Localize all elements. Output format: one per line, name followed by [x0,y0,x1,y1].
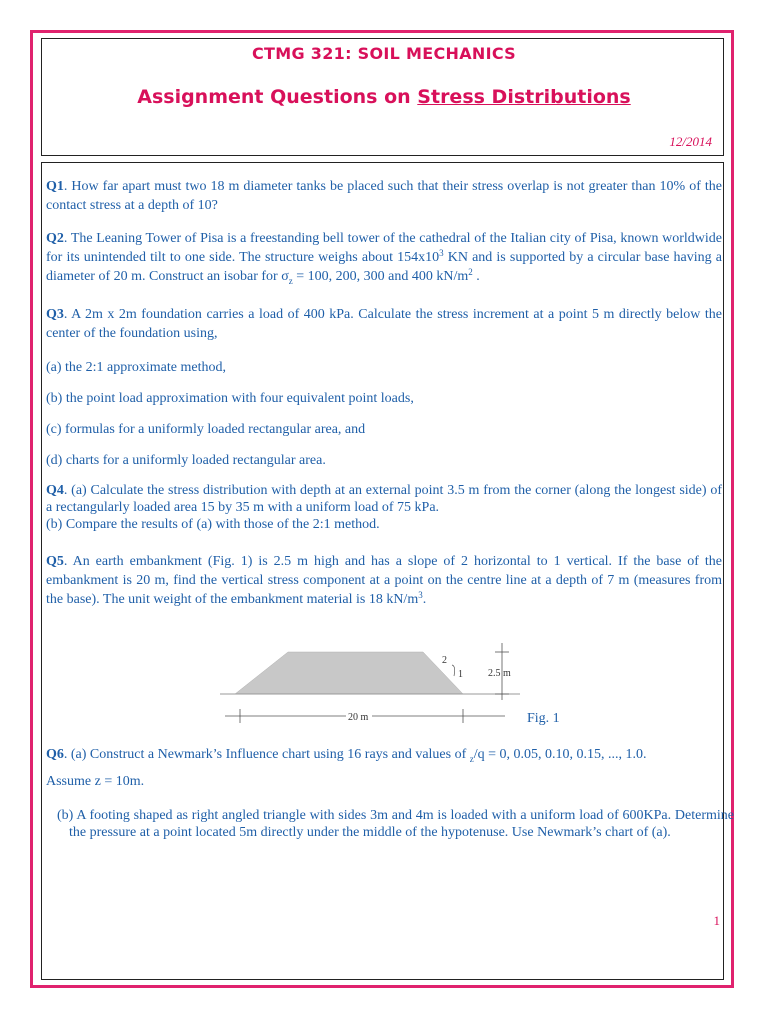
question-text: . (a) Construct a Newmark’s Influence chart using 16 rays and values of [63,747,470,762]
question-3-part-c: (c) formulas for a uniformly loaded rectangular area, and [46,422,366,437]
question-6-assumption: Assume z = 10m. [46,774,145,789]
question-text: (b) Compare the results of (a) with those of the 2:1 method. [46,517,380,532]
question-3-part-d: (d) charts for a uniformly loaded rectangular area. [46,453,326,468]
question-3-part-a: (a) the 2:1 approximate method, [46,360,226,375]
question-label: Q2 [46,231,64,246]
assignment-title-topic: Stress Distributions [417,86,631,108]
page-number: 1 [713,913,720,928]
question-3-part-b: (b) the point load approximation with four equivalent point loads, [46,391,414,406]
superscript: 3 [439,248,444,258]
question-label: Q6 [46,747,64,762]
question-label: Q1 [46,179,64,194]
question-text: = 100, 200, 300 and 400 kN/m [292,269,469,284]
figure-caption: Fig. 1 [527,711,560,726]
question-text: . How far apart must two 18 m diameter tanks be placed such that their stress overlap is not greater than 10% of the contact stress at a depth of 10? [46,179,722,213]
assignment-title [0,86,768,108]
slope-bracket [452,665,455,676]
superscript: 2 [468,267,473,277]
question-text: KN and is supported by a circular base having a diameter of 20 m. Construct an isobar for σ [46,250,722,284]
question-text: /q = 0, 0.05, 0.10, 0.15, ..., 1.0. [473,747,647,762]
question-label: Q5 [46,554,64,569]
question-text: . (a) Calculate the stress distribution with depth at an external point 3.5 m from the corner (along the longest side) of a rectangularly loaded area 15 by 35 m with a uniform load of 75 kPa. [46,483,722,515]
slope-vertical-label: 1 [458,669,463,680]
question-text: . [422,592,427,607]
question-3 [46,305,722,343]
question-text: . A 2m x 2m foundation carries a load of 400 kPa. Calculate the stress increment at a point 5 m directly below the center of the foundation using, [46,307,722,341]
date: 12/2014 [669,134,712,149]
course-title: CTMG 321: SOIL MECHANICS [252,44,516,63]
question-2 [46,229,722,291]
embankment-shape [235,652,463,694]
question-1 [46,177,722,215]
question-6-part-b: (b) A footing shaped as right angled triangle with sides 3m and 4m is loaded with a uniform load of 600KPa. Determine the pressure at a point located 5m directly under the middle of the hypotenuse. Use Newmark’s chart of (a). [57,808,734,840]
slope-horizontal-label: 2 [442,655,447,666]
embankment-figure [220,640,520,735]
superscript: 3 [418,590,423,600]
subscript: z [469,753,474,764]
assignment-title-prefix: Assignment Questions on [137,86,418,108]
question-4 [46,482,722,533]
question-text: . The Leaning Tower of Pisa is a freestanding bell tower of the cathedral of the Italian city of Pisa, known worldwide for its unintended tilt to one side. The structure weighs about 154x10 [46,231,722,265]
height-label: 2.5 m [488,668,511,679]
base-label: 20 m [348,712,369,723]
question-text: . An earth embankment (Fig. 1) is 2.5 m high and has a slope of 2 horizontal to 1 vertical. If the base of the embankment is 20 m, find the vertical stress component at a point on the centre line at a depth of 7 m (measures from the base). The unit weight of the embankment material is 18 kN/m [46,554,722,607]
question-6 [46,745,722,769]
question-label: Q3 [46,307,64,322]
question-label: Q4 [46,483,64,498]
subscript: z [288,275,293,286]
question-5 [46,552,722,609]
question-text: . [472,269,480,284]
